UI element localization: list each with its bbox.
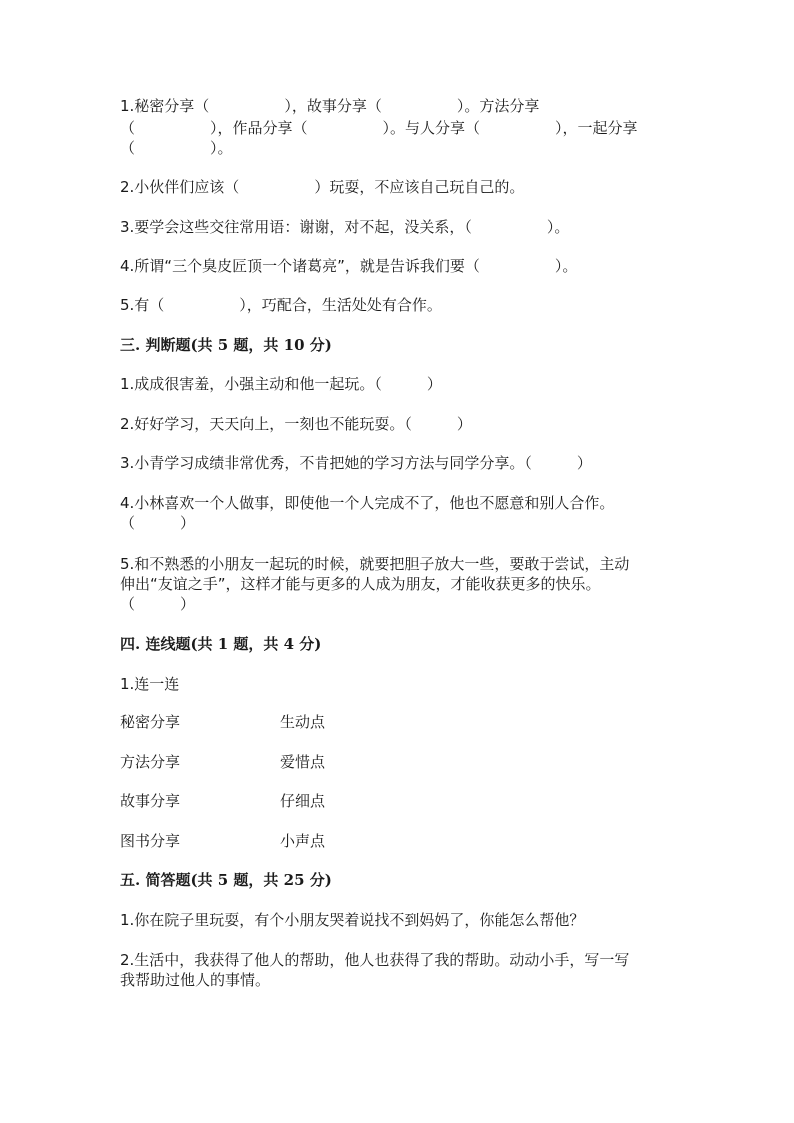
matching-left-item[interactable]: 图书分享 <box>120 832 181 850</box>
matching-left-item[interactable]: 故事分享 <box>120 792 181 810</box>
short-answer-q2-line2: 我帮助过他人的事情。 <box>120 971 271 989</box>
matching-question: 1.连一连 <box>120 675 180 693</box>
judge-q1: 1.成成很害羞，小强主动和他一起玩。（ ） <box>120 375 442 393</box>
short-answer-heading: 五. 简答题(共 5 题，共 25 分) <box>120 871 332 889</box>
judge-q2: 2.好好学习，天天向上，一刻也不能玩耍。（ ） <box>120 415 472 433</box>
judge-q5-line2: 伸出“友谊之手”，这样才能与更多的人成为朋友，才能收获更多的快乐。 <box>120 575 601 593</box>
fill-q1-line1: 1.秘密分享（ ），故事分享（ ）。方法分享 <box>120 97 540 115</box>
matching-left-item[interactable]: 秘密分享 <box>120 713 181 731</box>
fill-q2: 2.小伙伴们应该（ ）玩耍，不应该自己玩自己的。 <box>120 178 525 196</box>
judge-q5-line1: 5.和不熟悉的小朋友一起玩的时候，就要把胆子放大一些，要敢于尝试，主动 <box>120 555 630 573</box>
judge-q4-line1: 4.小林喜欢一个人做事，即使他一个人完成不了，他也不愿意和别人合作。 <box>120 494 615 512</box>
short-answer-q1: 1.你在院子里玩耍，有个小朋友哭着说找不到妈妈了，你能怎么帮他？ <box>120 911 585 929</box>
fill-q5: 5.有（ ），巧配合，生活处处有合作。 <box>120 296 442 314</box>
matching-right-item[interactable]: 爱惜点 <box>280 753 326 771</box>
matching-right-item[interactable]: 仔细点 <box>280 792 326 810</box>
matching-left-item[interactable]: 方法分享 <box>120 753 181 771</box>
fill-q4: 4.所谓“三个臭皮匠顶一个诸葛亮”，就是告诉我们要（ ）。 <box>120 257 578 275</box>
matching-right-item[interactable]: 生动点 <box>280 713 326 731</box>
fill-q1-line2: （ ），作品分享（ ）。与人分享（ ），一起分享 <box>120 119 638 137</box>
judge-q5-line3: （ ） <box>120 595 196 613</box>
fill-q3: 3.要学会这些交往常用语：谢谢，对不起，没关系，（ ）。 <box>120 218 570 236</box>
fill-q1-line3: （ ）。 <box>120 139 233 157</box>
judge-q4-line2: （ ） <box>120 514 196 532</box>
matching-right-item[interactable]: 小声点 <box>280 832 326 850</box>
short-answer-q2-line1: 2.生活中，我获得了他人的帮助，他人也获得了我的帮助。动动小手，写一写 <box>120 951 630 969</box>
judge-heading: 三. 判断题(共 5 题，共 10 分) <box>120 336 332 354</box>
judge-q3: 3.小青学习成绩非常优秀，不肯把她的学习方法与同学分享。（ ） <box>120 454 592 472</box>
matching-heading: 四. 连线题(共 1 题，共 4 分) <box>120 635 322 653</box>
